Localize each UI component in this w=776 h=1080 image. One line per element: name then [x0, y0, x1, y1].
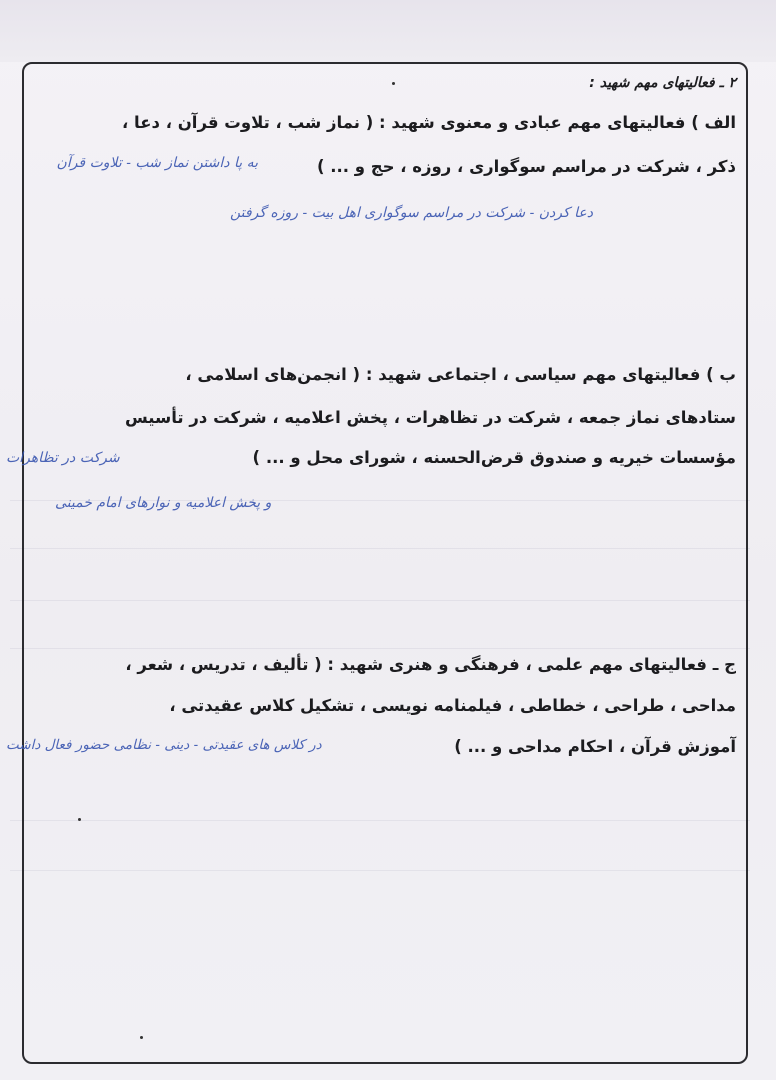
part-c-line-1: ج ـ فعالیتهای مهم علمی ، فرهنگی و هنری شهید : ( تألیف ، تدریس ، شعر ، [125, 655, 736, 674]
section-heading: ۲ ـ فعالیتهای مهم شهید : [589, 75, 736, 91]
handwritten-answer-b-2: و پخش اعلامیه و نوارهای امام خمینی [55, 495, 272, 511]
part-b-line-2: ستادهای نماز جمعه ، شرکت در تظاهرات ، پخش اعلامیه ، شرکت در تأسیس [124, 408, 736, 427]
part-b-line-1: ب ) فعالیتهای مهم سیاسی ، اجتماعی شهید : ( انجمن‌های اسلامی ، [185, 365, 736, 384]
bleed-through-strip [0, 0, 776, 62]
handwritten-answer-a-2: دعا کردن - شرکت در مراسم سوگواری اهل بیت - روزه گرفتن [230, 205, 593, 221]
handwritten-answer-a-1: به پا داشتن نماز شب - تلاوت قرآن [56, 155, 258, 171]
handwritten-answer-c-1: در کلاس های عقیدتی - دینی - نظامی حضور فعال داشت [6, 737, 322, 753]
part-a-line-2: ذکر ، شرکت در مراسم سوگواری ، روزه ، حج و ... ) [316, 157, 736, 176]
part-b-line-3: مؤسسات خیریه و صندوق قرض‌الحسنه ، شورای محل و ... ) [252, 448, 736, 467]
part-c-line-3: آموزش قرآن ، احکام مداحی و ... ) [454, 737, 736, 756]
part-c-line-2: مداحی ، طراحی ، خطاطی ، فیلمنامه نویسی ، تشکیل کلاس عقیدتی ، [169, 696, 736, 715]
handwritten-answer-b-1: شرکت در تظاهرات [6, 450, 120, 466]
part-a-line-1: الف ) فعالیتهای مهم عبادی و معنوی شهید : ( نماز شب ، تلاوت قرآن ، دعا ، [122, 113, 736, 132]
